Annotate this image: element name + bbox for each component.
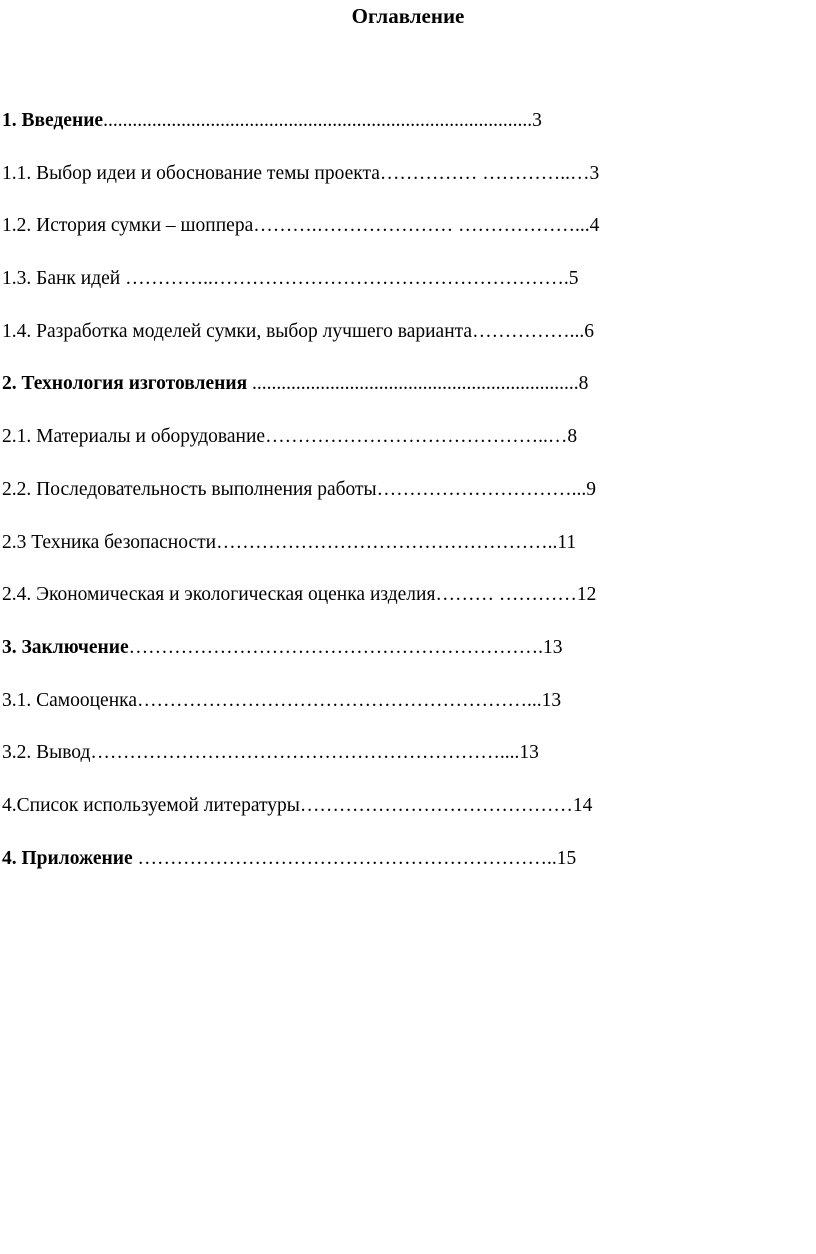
toc-entry-page: 8	[567, 426, 578, 448]
toc-entry-page: 4	[589, 215, 600, 237]
toc-entry-title: 4.Список используемой литературы	[2, 794, 300, 816]
toc-entry-page: 15	[556, 847, 577, 869]
page-title: Оглавление	[351, 4, 465, 28]
toc-entry-title: 1.1. Выбор идеи и обоснование темы проекта	[2, 162, 380, 184]
toc-entry-leader: …………………………...	[376, 478, 587, 500]
toc-entry-leader: ……………………………………………..	[216, 531, 558, 553]
toc-entry-references	[2, 794, 802, 847]
toc-entry-assessment	[2, 583, 802, 636]
toc-entry-page: 13	[543, 636, 563, 658]
toc-entry-materials	[2, 425, 802, 478]
toc-entry-title: 2.4. Экономическая и экологическая оценка изделия	[2, 584, 436, 606]
toc-entry-leader: …………..……………………………………………….	[125, 268, 569, 290]
toc-entry-leader: ………………………………………………………..	[137, 847, 557, 869]
toc-entry-title: 2.1. Материалы и оборудование	[2, 426, 266, 448]
toc-entry-page: 13	[519, 742, 539, 764]
toc-entry-model-development	[2, 320, 802, 373]
toc-entry-safety	[2, 531, 802, 584]
toc-entry-idea-bank	[2, 267, 802, 320]
toc-entry-bag-history	[2, 214, 802, 267]
toc-entry-title: 1.2. История сумки – шоппера	[2, 215, 254, 237]
toc-entry-page: 13	[541, 689, 562, 711]
toc-entry-leader: ……….………………… ………………...	[253, 215, 590, 237]
toc-entry-leader: ……………………………………………………...	[137, 689, 542, 711]
toc-entry-leader: ……………...	[472, 320, 585, 342]
toc-entry-leader: ……………………………………..…	[265, 426, 568, 448]
toc-entry-conclusion	[2, 636, 802, 689]
toc-entry-self-assessment	[2, 689, 802, 742]
toc-entry-technology	[2, 372, 802, 425]
toc-entry-leader: …………… …………..…	[379, 162, 590, 184]
toc-entry-title: 1.4. Разработка моделей сумки, выбор лучшего варианта	[2, 320, 473, 342]
toc-entry-title: 2.3 Техника безопасности	[2, 531, 217, 553]
toc-entry-title: 1. Введение	[2, 110, 104, 131]
toc-entry-summary	[2, 741, 802, 794]
toc-entry-title: 1.3. Банк идей	[2, 268, 126, 290]
toc-entry-page: 8	[578, 373, 589, 395]
toc-entry-page: 9	[586, 478, 597, 500]
toc-entry-leader: ……… …………	[435, 584, 577, 606]
toc-entry-page: 6	[584, 320, 594, 342]
toc-entry-leader: ........................................................................................	[103, 110, 533, 131]
toc-entry-title: 3.1. Самооценка	[2, 689, 137, 711]
toc-entry-title: 2. Технология изготовления	[2, 373, 252, 395]
toc-entry-introduction	[2, 109, 802, 162]
toc-entry-page: 14	[572, 794, 593, 816]
toc-entry-page: 3	[532, 110, 542, 131]
toc-entry-page: 12	[576, 584, 597, 606]
toc-entry-page: 11	[557, 531, 577, 553]
toc-entry-title: 4. Приложение	[2, 847, 138, 869]
toc-entry-page: 5	[568, 268, 579, 290]
toc-entry-work-sequence	[2, 478, 802, 531]
toc-entry-idea-choice	[2, 162, 802, 215]
toc-entry-title: 3. Заключение	[2, 636, 129, 658]
toc-entry-title: 2.2. Последовательность выполнения работы	[2, 478, 377, 500]
toc-entry-leader: ………………………………………………………....	[90, 742, 520, 764]
toc-entry-title: 3.2. Вывод	[2, 742, 91, 764]
toc-entry-page: 3	[589, 162, 600, 184]
table-of-contents	[2, 109, 802, 899]
toc-entry-appendix	[2, 847, 802, 900]
toc-entry-leader: ……………………………………………………….	[128, 636, 544, 658]
toc-entry-leader: ……………………………………	[299, 794, 573, 816]
toc-entry-leader: ...................................................................	[252, 373, 579, 395]
